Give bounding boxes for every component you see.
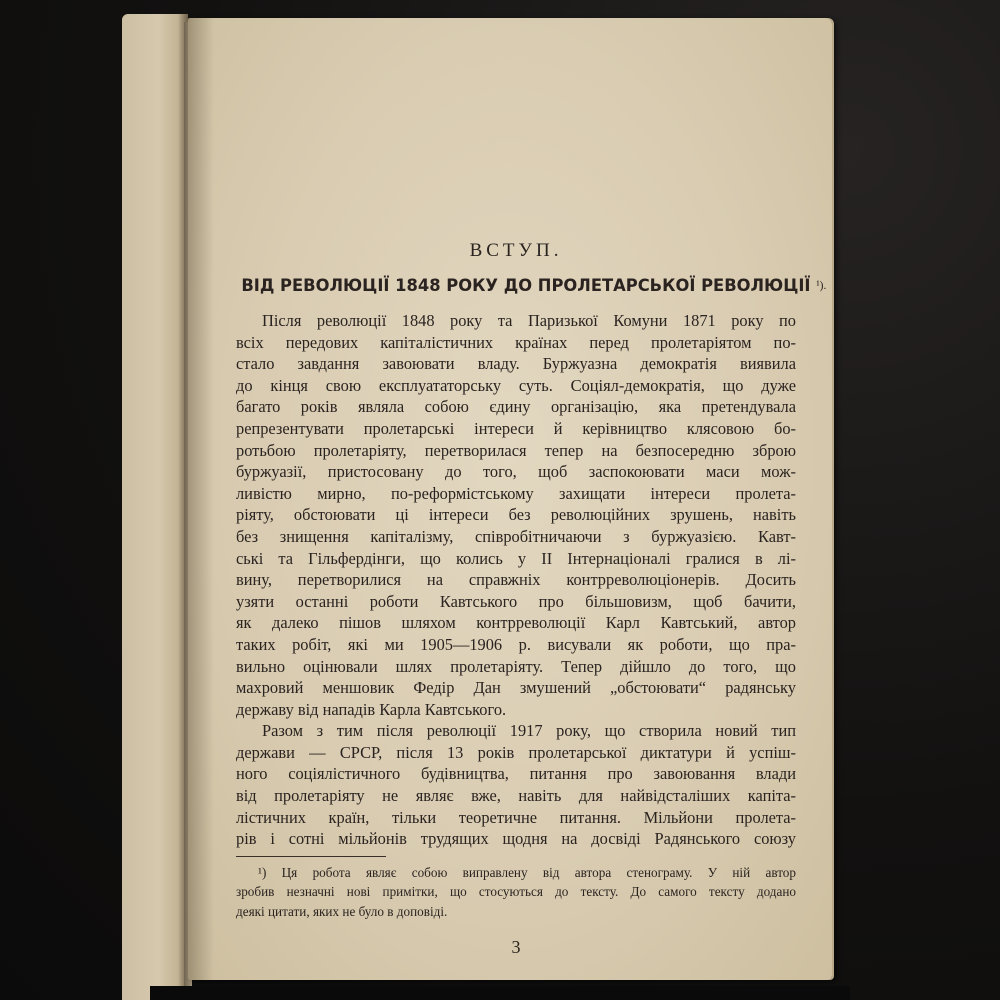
- text-line: всіх передових капіталістичних країнах перед пролетаріятом по-: [236, 332, 796, 352]
- footnote-line: деякі цитати, яких не було в доповіді.: [236, 903, 448, 919]
- text-line: Разом з тим після революції 1917 року, що створила новий тип: [262, 721, 796, 741]
- text-line: репрезентувати пролетарські інтереси й керівництво клясовою бо-: [236, 418, 796, 438]
- text-line: вину, перетворилися на справжніх контрреволюціонерів. Досить: [236, 570, 796, 590]
- text-line: без знищення капіталізму, співробітничаючи з буржуазією. Кавт-: [236, 526, 796, 546]
- book-page: [188, 18, 832, 980]
- text-line: лістичних країн, тільки теоретичне питання. Мільйони пролета-: [236, 807, 796, 827]
- footnote-marker: ¹).: [816, 278, 827, 292]
- text-line: буржуазії, пристосовану до того, щоб заспокоювати маси мож-: [236, 462, 796, 482]
- footnote-divider: [236, 856, 386, 857]
- text-line: як далеко пішов шляхом контрреволюції Карл Кавтський, автор: [236, 613, 796, 633]
- text-line: держави — СРСР, після 13 років пролетарської диктатури й успіш-: [236, 742, 796, 762]
- text-line: багато років являла собою єдину організацію, яка претендувала: [236, 397, 796, 417]
- text-line: державу від нападів Карла Кавтського.: [236, 699, 507, 719]
- text-line: махровий меншовик Федір Дан змушений „обстоювати“ радянську: [236, 678, 796, 698]
- text-line: стало завдання завоювати владу. Буржуазна демократія виявила: [236, 354, 796, 374]
- text-line: ливістю мирно, по-реформістському захищати інтереси пролета-: [236, 483, 796, 503]
- left-page-edge: [122, 14, 188, 1000]
- text-line: ріяту, обстоювати ці інтереси без революційних зрушень, навіть: [236, 505, 796, 525]
- chapter-subtitle-text: ВІД РЕВОЛЮЦІЇ 1848 РОКУ ДО ПРОЛЕТАРСЬКОЇ РЕВОЛЮЦІЇ: [241, 276, 811, 296]
- text-line: рів і сотні мільйонів трудящих щодня на досвіді Радянського союзу: [236, 829, 796, 849]
- footnote: [236, 863, 796, 922]
- text-line: Після революції 1848 року та Паризької Комуни 1871 року по: [262, 311, 796, 330]
- footnote-line: ¹) Ця робота являє собою виправлену від автора стенограму. У ній автор: [258, 864, 796, 880]
- text-line: ротьбою пролетаріяту, перетворилася тепер на безпосередню зброю: [236, 440, 796, 460]
- text-line: ного соціялістичного будівництва, питання про завоювання влади: [236, 764, 796, 784]
- page-text: [236, 240, 827, 958]
- text-line: ські та Гільфердінги, що колись у ІІ Інтернаціоналі гралися в лі-: [236, 548, 796, 568]
- text-line: від пролетаріяту не являє вже, навіть для найвідсталіших капіта-: [236, 786, 796, 806]
- chapter-heading: ВСТУП.: [469, 240, 563, 261]
- footnote-line: зробив незначні нові примітки, що стосуються до тексту. До самого тексту додано: [236, 884, 796, 900]
- text-line: таких робіт, які ми 1905—1906 р. висували як роботи, що пра-: [236, 634, 796, 654]
- text-line: до кінця свою експлуататорську суть. Соціял-демократія, що дуже: [236, 375, 796, 395]
- table-shadow: [150, 986, 850, 1000]
- paragraph-1: [236, 310, 796, 720]
- chapter-subtitle: [241, 276, 827, 296]
- page-number: 3: [511, 937, 521, 958]
- paragraph-2: [236, 720, 796, 850]
- text-line: вильно оцінювали шлях пролетаріяту. Тепер дійшло до того, що: [236, 656, 796, 676]
- text-line: узяти останні роботи Кавтського про більшовизм, щоб бачити,: [236, 591, 796, 611]
